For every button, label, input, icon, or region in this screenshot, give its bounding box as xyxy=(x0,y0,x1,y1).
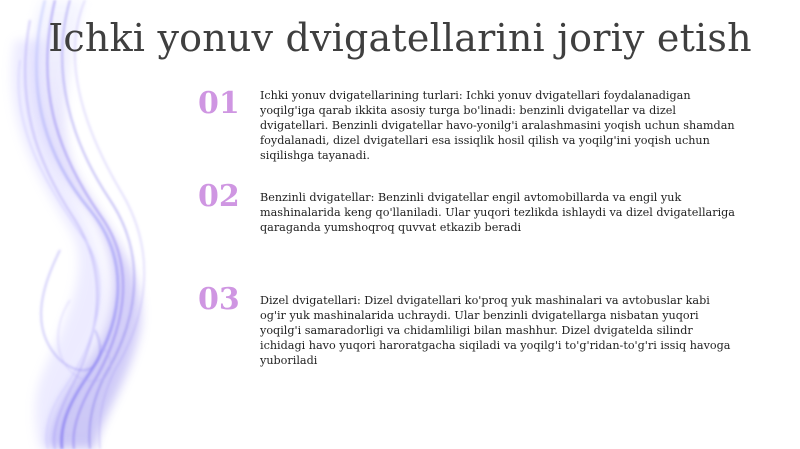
purple-smoke-decoration xyxy=(0,0,240,449)
slide-title: Ichki yonuv dvigatellarini joriy etish xyxy=(48,16,752,60)
item-number-01: 01 xyxy=(198,86,240,121)
item-text-02: Benzinli dvigatellar: Benzinli dvigatellar engil avtomobillarda va engil yuk mashinalarida keng qo'llaniladi. Ular yuqori tezlikda ishlaydi va dizel dvigatellariga qaraganda yumshoqroq quvvat etkazib beradi xyxy=(260,191,735,234)
item-text-03: Dizel dvigatellari: Dizel dvigatellari ko'proq yuk mashinalari va avtobuslar kabi og'ir yuk mashinalarida uchraydi. Ular benzinli dvigatellarga nisbatan yuqori yoqilg'i samaradorligi va chidamliligi bilan mashhur. Dizel dvigatelda silindr ichidagi havo yuqori haroratgacha siqiladi va yoqilg'i to'g'ridan-to'g'ri issiq havoga yuboriladi xyxy=(260,294,731,367)
item-number-02: 02 xyxy=(198,179,240,214)
item-text-01: Ichki yonuv dvigatellarining turlari: Ichki yonuv dvigatellari foydalanadigan yoqilg'iga qarab ikkita asosiy turga bo'linadi: benzinli dvigatellar va dizel dvigatellari. Benzinli dvigatellar havo-yonilg'i aralashmasini yoqish uchun shamdan foydalanadi, dizel dvigatellari esa issiqlik hosil qilish va yoqilg'ini yoqish uchun siqilishga tayanadi. xyxy=(260,89,735,162)
item-number-03: 03 xyxy=(198,282,240,317)
